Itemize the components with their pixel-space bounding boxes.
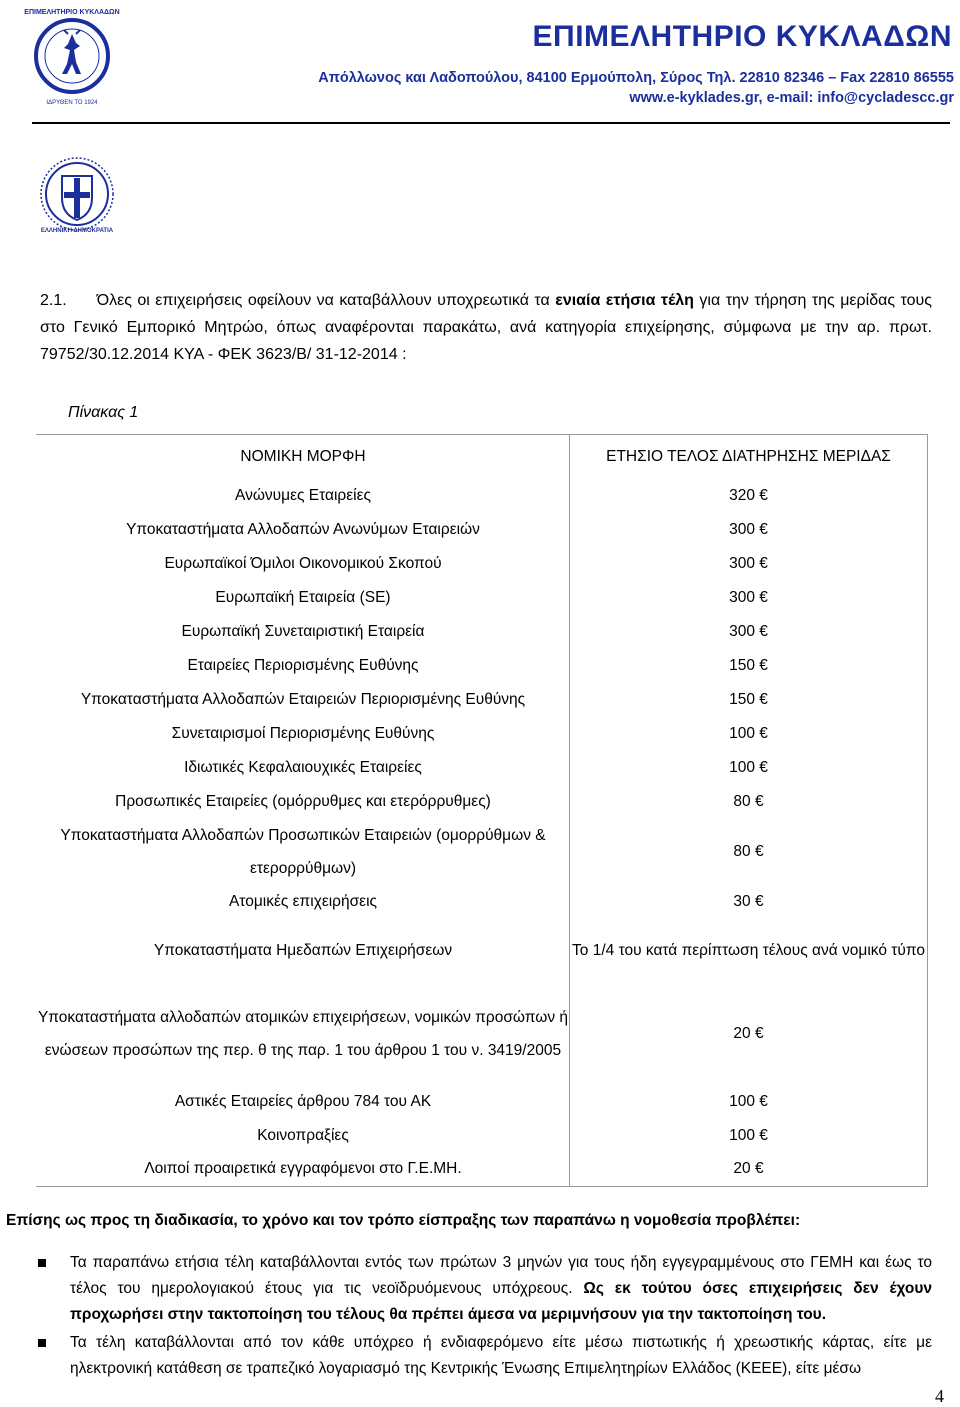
legal-form-cell: Υποκαταστήματα Αλλοδαπών Ανωνύμων Εταιρειών [37,513,570,547]
fee-cell: 320 € [570,479,928,513]
logo-text-bottom: ΙΔΡΥΘΕΝ ΤΟ 1924 [46,100,98,106]
intro-bold-term: ενιαία ετήσια τέλη [555,292,694,309]
chamber-web-email: www.e-kyklades.gr, e-mail: info@cycladescc.gr [629,90,954,106]
fee-cell: 100 € [570,717,928,751]
table-row [37,1153,928,1187]
fee-cell: 300 € [570,547,928,581]
bullet-bold-text: Ως εκ τούτου όσες επιχειρήσεις δεν έχουν προχωρήσει στην τακτοποίηση του τέλους θα πρέπει άμεσα να μεριμνήσουν για την τακτοποίηση του. [70,1280,933,1323]
table-row [37,615,928,649]
table-row [37,513,928,547]
legal-form-cell: Προσωπικές Εταιρείες (ομόρρυθμες και ετερόρρυθμες) [37,785,570,819]
table-row [37,547,928,581]
chamber-title: ΕΠΙΜΕΛΗΤΗΡΙΟ ΚΥΚΛΑΔΩΝ [532,20,952,53]
legal-form-cell: Συνεταιρισμοί Περιορισμένης Ευθύνης [37,717,570,751]
section-number: 2.1. [40,292,67,309]
header-annual-fee: ΕΤΗΣΙΟ ΤΕΛΟΣ ΔΙΑΤΗΡΗΣΗΣ ΜΕΡΙΔΑΣ [570,435,928,479]
header-legal-form: ΝΟΜΙΚΗ ΜΟΡΦΗ [37,435,570,479]
fee-cell: 80 € [570,819,928,885]
header-divider [32,122,950,124]
table-row [37,683,928,717]
fee-cell: 100 € [570,1119,928,1153]
chamber-address: Απόλλωνος και Λαδοπούλου, 84100 Ερμούπολη, Σύρος Τηλ. 22810 82346 – Fax 22810 86555 [318,70,954,86]
table-row [37,983,928,1085]
legal-form-cell: Ευρωπαϊκή Συνεταιριστική Εταιρεία [37,615,570,649]
emblem-caption: ΕΛΛΗΝΙΚΗ ΔΗΜΟΚΡΑΤΙΑ [40,228,114,234]
table-caption: Πίνακας 1 [68,404,139,421]
list-item [36,1250,932,1328]
legal-form-cell: Υποκαταστήματα Αλλοδαπών Προσωπικών Εταιρειών (ομορρύθμων & ετερορρύθμων) [37,819,570,885]
intro-paragraph [40,287,932,368]
fee-cell: 20 € [570,1153,928,1187]
table-row [37,785,928,819]
fee-cell: 100 € [570,1085,928,1119]
legal-form-cell: Ευρωπαϊκοί Όμιλοι Οικονομικού Σκοπού [37,547,570,581]
table-row [37,479,928,513]
chamber-logo [24,4,120,108]
table-row [37,581,928,615]
logo-text-top: ΕΠΙΜΕΛΗΤΗΡΙΟ ΚΥΚΛΑΔΩΝ [24,9,120,16]
intro-text-before: Όλες οι επιχειρήσεις οφείλουν να καταβάλλουν υποχρεωτικά τα [96,292,556,309]
legal-form-cell: Ανώνυμες Εταιρείες [37,479,570,513]
table-row [37,1119,928,1153]
procedure-heading: Επίσης ως προς τη διαδικασία, το χρόνο και τον τρόπο είσπραξης των παραπάνω η νομοθεσία προβλέπει: [6,1212,801,1229]
fee-cell: Το 1/4 του κατά περίπτωση τέλους ανά νομικό τύπο [570,919,928,983]
fee-cell: 100 € [570,751,928,785]
legal-form-cell: Ευρωπαϊκή Εταιρεία (SE) [37,581,570,615]
table-row [37,751,928,785]
table-header-row [37,435,928,479]
legal-form-cell: Υποκαταστήματα Ημεδαπών Επιχειρήσεων [37,919,570,983]
intro-text-after: για την τήρηση της μερίδας τους στο Γενικό Εμπορικό Μητρώο, όπως αναφέρονται παρακάτω, ανά κατηγορία επιχείρησης, σύμφωνα με την αρ. πρωτ. 79752/30.12.2014 ΚΥΑ - ΦΕΚ 3623/Β/ 31-12-2014 : [40,292,932,363]
table-row [37,919,928,983]
legal-form-cell: Εταιρείες Περιορισμένης Ευθύνης [37,649,570,683]
table-row [37,819,928,885]
legal-form-cell: Υποκαταστήματα Αλλοδαπών Εταιρειών Περιορισμένης Ευθύνης [37,683,570,717]
bullet-text: Τα τέλη καταβάλλονται από τον κάθε υπόχρεο ή ενδιαφερόμενο είτε μέσω πιστωτικής ή χρεωστικής κάρτας, είτε με ηλεκτρονική κατάθεση σε τραπεζικό λογαριασμό της Κεντρικής Ένωσης Επιμελητηρίων Ελλάδος (ΚΕΕΕ), είτε μέσω [70,1334,932,1377]
legal-form-cell: Αστικές Εταιρείες άρθρου 784 του ΑΚ [37,1085,570,1119]
table-row [37,717,928,751]
bullet-text: Τα παραπάνω ετήσια τέλη καταβάλλονται εντός των πρώτων 3 μηνών για τους ήδη εγγεγραμμένους στο ΓΕΜΗ και έως το τέλος του ημερολογιακού έτους για τις νεοϊδρυόμενους υπόχρεους. [70,1254,932,1297]
legal-form-cell: Λοιποί προαιρετικά εγγραφόμενοι στο Γ.Ε.ΜΗ. [37,1153,570,1187]
table-row [37,885,928,919]
bullet-square-icon [38,1339,46,1347]
legal-form-cell: Κοινοπραξίες [37,1119,570,1153]
legal-form-cell: Ιδιωτικές Κεφαλαιουχικές Εταιρείες [37,751,570,785]
bullet-square-icon [38,1259,46,1267]
procedure-list [36,1250,932,1384]
fee-cell: 300 € [570,581,928,615]
fee-cell: 20 € [570,983,928,1085]
fee-cell: 300 € [570,615,928,649]
fee-cell: 150 € [570,683,928,717]
fee-cell: 300 € [570,513,928,547]
annual-fees-table [36,434,928,1187]
greek-republic-emblem [38,154,116,236]
page-number: 4 [935,1386,944,1406]
fee-cell: 30 € [570,885,928,919]
table-row [37,649,928,683]
fee-cell: 150 € [570,649,928,683]
list-item [36,1330,932,1382]
legal-form-cell: Ατομικές επιχειρήσεις [37,885,570,919]
fee-cell: 80 € [570,785,928,819]
legal-form-cell: Υποκαταστήματα αλλοδαπών ατομικών επιχειρήσεων, νομικών προσώπων ή ενώσεων προσώπων της περ. θ της παρ. 1 του άρθρου 1 του ν. 3419/2005 [37,983,570,1085]
table-row [37,1085,928,1119]
